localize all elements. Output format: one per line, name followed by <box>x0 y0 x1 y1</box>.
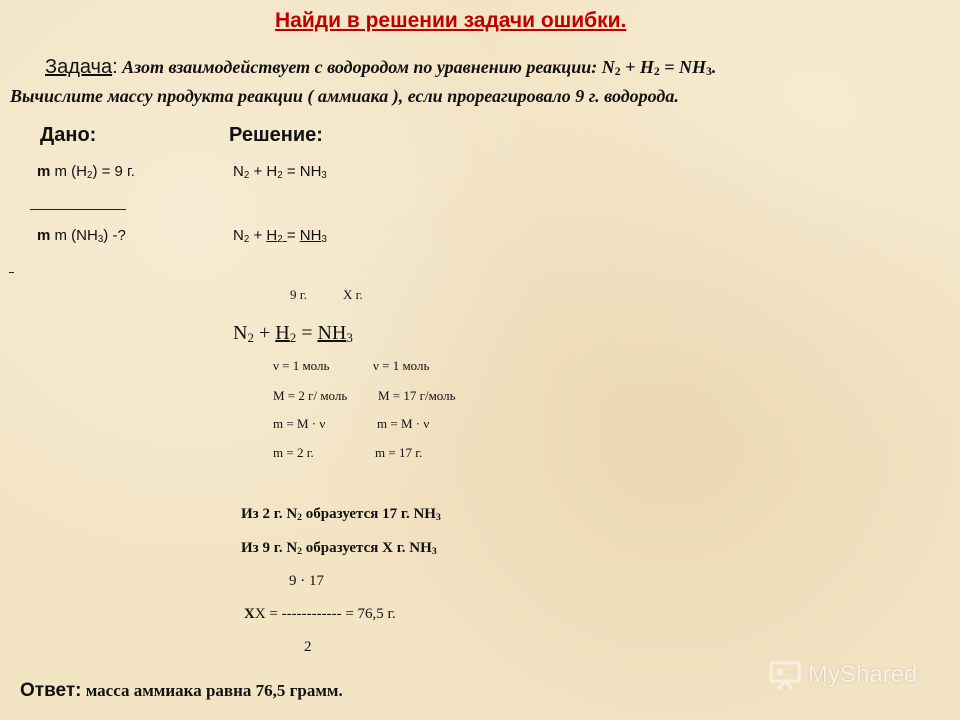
mass-formula-nh3: m = M · ν <box>377 416 430 431</box>
fraction-numerator: 9 · 17 <box>289 573 324 589</box>
mass-value-nh3: m = 17 г. <box>375 445 423 460</box>
solution-header: Решение: <box>229 124 323 146</box>
watermark-logo <box>768 660 917 690</box>
fraction-result: XX = ------------ = 76,5 г. <box>244 606 396 622</box>
given-header: Дано: <box>40 124 97 146</box>
moles-h2: ν = 1 моль <box>273 358 330 373</box>
watermark-text: MyShared <box>808 661 918 688</box>
dash-mark <box>9 272 14 273</box>
molar-mass-h2: M = 2 г/ моль <box>273 388 348 403</box>
given-line-2: m m $(NH_3)$ -? <box>37 227 126 245</box>
answer-line <box>20 680 343 702</box>
task-line-1: Задача: Азот взаимодействует с водородом по уравнению реакции: $N_2 + H_2 = NH_3$. <box>45 56 717 79</box>
mass-value-h2: m = 2 г. <box>273 445 314 460</box>
solution-equation-2: $N_2 + H_2 = NH_3$ <box>233 227 327 245</box>
answer-label: Ответ: <box>20 680 82 701</box>
proportion-line-1: Из 2 г. $N_2$ образуется 17 г. $NH_3$ <box>241 506 441 523</box>
mass-label-h2: 9 г. <box>290 287 307 302</box>
moles-nh3: ν = 1 моль <box>373 358 430 373</box>
page-title: Найди в решении задачи ошибки. <box>275 9 627 32</box>
presentation-board-icon <box>768 660 802 690</box>
given-line-1: m m $(H_2) = 9$ г. <box>37 163 135 181</box>
answer-text: масса аммиака равна 76,5 грамм. <box>81 681 343 700</box>
given-divider <box>30 209 126 210</box>
proportion-line-2: Из 9 г. $N_2$ образуется X г. $NH_3$ <box>241 540 437 557</box>
molar-mass-nh3: M = 17 г/моль <box>378 388 456 403</box>
task-text-1: Азот взаимодействует с водородом по уравнению реакции: N <box>122 57 615 77</box>
fraction-denominator: 2 <box>304 639 312 655</box>
solution-equation-1: $N_2 + H_2 = NH_3$ <box>233 163 327 181</box>
solution-equation-3: $N_2 + H_2 = NH_3$ <box>233 322 353 345</box>
mass-label-nh3: X г. <box>343 287 363 302</box>
task-text-2: Вычислите массу продукта реакции ( аммиака ), если прореагировало 9 г. водорода. <box>10 86 679 106</box>
task-label: Задача <box>45 56 113 78</box>
mass-formula-h2: m = M · ν <box>273 416 326 431</box>
